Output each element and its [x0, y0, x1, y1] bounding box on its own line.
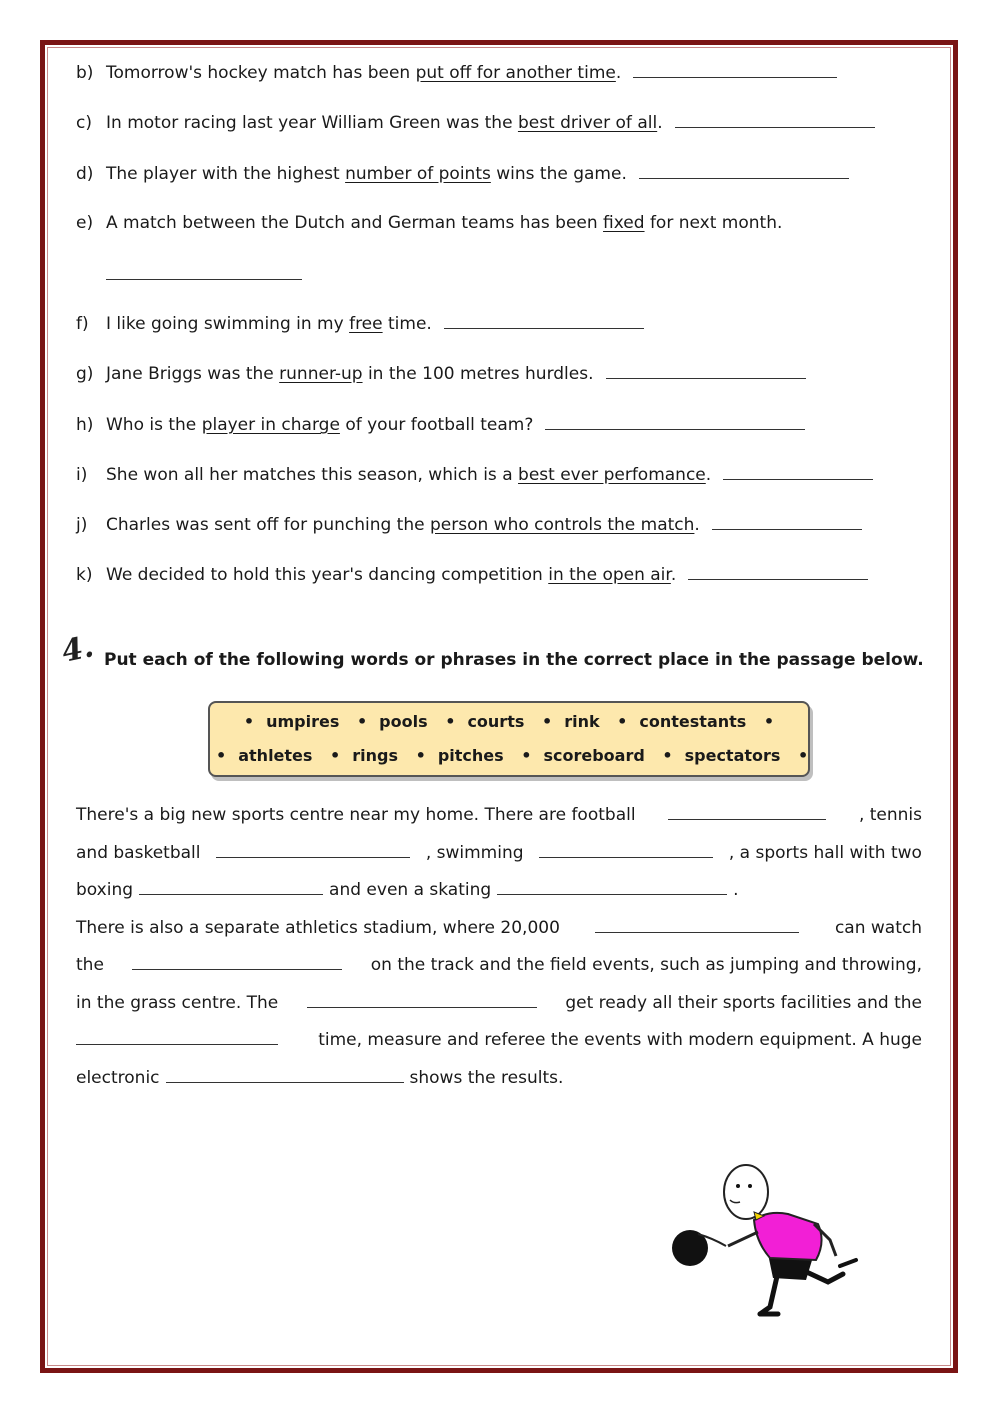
- passage: [76, 797, 922, 1097]
- bowling-figure-illustration: [668, 1162, 868, 1324]
- passage-line: in the grass centre. The get ready all their sports facilities and the: [76, 992, 922, 1013]
- word-chip: courts: [467, 712, 525, 731]
- question-c: c) In motor racing last year William Green was the best driver of all.: [76, 111, 875, 134]
- passage-line: boxing and even a skating .: [76, 880, 739, 900]
- word-chip: scoreboard: [543, 746, 645, 765]
- passage-blank[interactable]: [139, 878, 323, 895]
- passage-blank[interactable]: [497, 878, 727, 895]
- passage-blank[interactable]: [132, 953, 342, 970]
- word-chip: pitches: [437, 746, 504, 765]
- word-row-2: • athletes • rings • pitches • scoreboard • spectators •: [216, 746, 809, 765]
- answer-blank-f[interactable]: [444, 312, 644, 329]
- answer-blank-k[interactable]: [688, 563, 868, 580]
- exercise-instruction: Put each of the following words or phrases in the correct place in the passage below.: [104, 650, 924, 670]
- question-f: f) I like going swimming in my free time.: [76, 312, 644, 335]
- question-b: b) Tomorrow's hockey match has been put off for another time.: [76, 61, 837, 84]
- answer-blank-e[interactable]: [106, 265, 302, 280]
- word-box: [208, 701, 810, 777]
- passage-blank[interactable]: [216, 841, 410, 858]
- passage-line: There is also a separate athletics stadium, where 20,000 can watch: [76, 917, 922, 938]
- passage-blank[interactable]: [166, 1066, 404, 1083]
- word-chip: umpires: [266, 712, 340, 731]
- question-e: e) A match between the Dutch and German teams has been fixed for next month.: [76, 213, 783, 233]
- answer-blank-c[interactable]: [675, 111, 875, 128]
- exercise-number: 4.: [58, 629, 97, 670]
- passage-blank[interactable]: [668, 803, 826, 820]
- question-j: j) Charles was sent off for punching the person who controls the match.: [76, 513, 862, 536]
- word-row-1: • umpires • pools • courts • rink • contestants •: [243, 712, 775, 731]
- word-chip: pools: [379, 712, 428, 731]
- passage-blank[interactable]: [595, 916, 799, 933]
- answer-blank-i[interactable]: [723, 463, 873, 480]
- passage-line: the on the track and the field events, such as jumping and throwing,: [76, 955, 922, 975]
- word-chip: rink: [564, 712, 600, 731]
- question-h: h) Who is the player in charge of your football team?: [76, 413, 805, 436]
- word-chip: athletes: [238, 746, 313, 765]
- question-k: k) We decided to hold this year's dancing competition in the open air.: [76, 563, 868, 586]
- passage-line: time, measure and referee the events with modern equipment. A huge: [76, 1022, 922, 1060]
- word-chip: rings: [352, 746, 398, 765]
- answer-blank-j[interactable]: [712, 513, 862, 530]
- question-d: d) The player with the highest number of points wins the game.: [76, 162, 849, 185]
- answer-blank-g[interactable]: [606, 362, 806, 379]
- answer-blank-d[interactable]: [639, 162, 849, 179]
- word-chip: spectators: [684, 746, 781, 765]
- passage-line: There's a big new sports centre near my home. There are football , tennis: [76, 805, 922, 825]
- passage-blank[interactable]: [76, 1028, 278, 1045]
- word-chip: contestants: [639, 712, 747, 731]
- passage-blank[interactable]: [307, 991, 537, 1008]
- passage-line: and basketball , swimming , a sports hall with two: [76, 842, 922, 863]
- answer-blank-b[interactable]: [633, 61, 837, 78]
- passage-line: electronic shows the results.: [76, 1067, 564, 1088]
- question-g: g) Jane Briggs was the runner-up in the 100 metres hurdles.: [76, 362, 806, 385]
- passage-blank[interactable]: [539, 841, 713, 858]
- answer-blank-h[interactable]: [545, 413, 805, 430]
- question-i: i) She won all her matches this season, which is a best ever perfomance.: [76, 463, 873, 486]
